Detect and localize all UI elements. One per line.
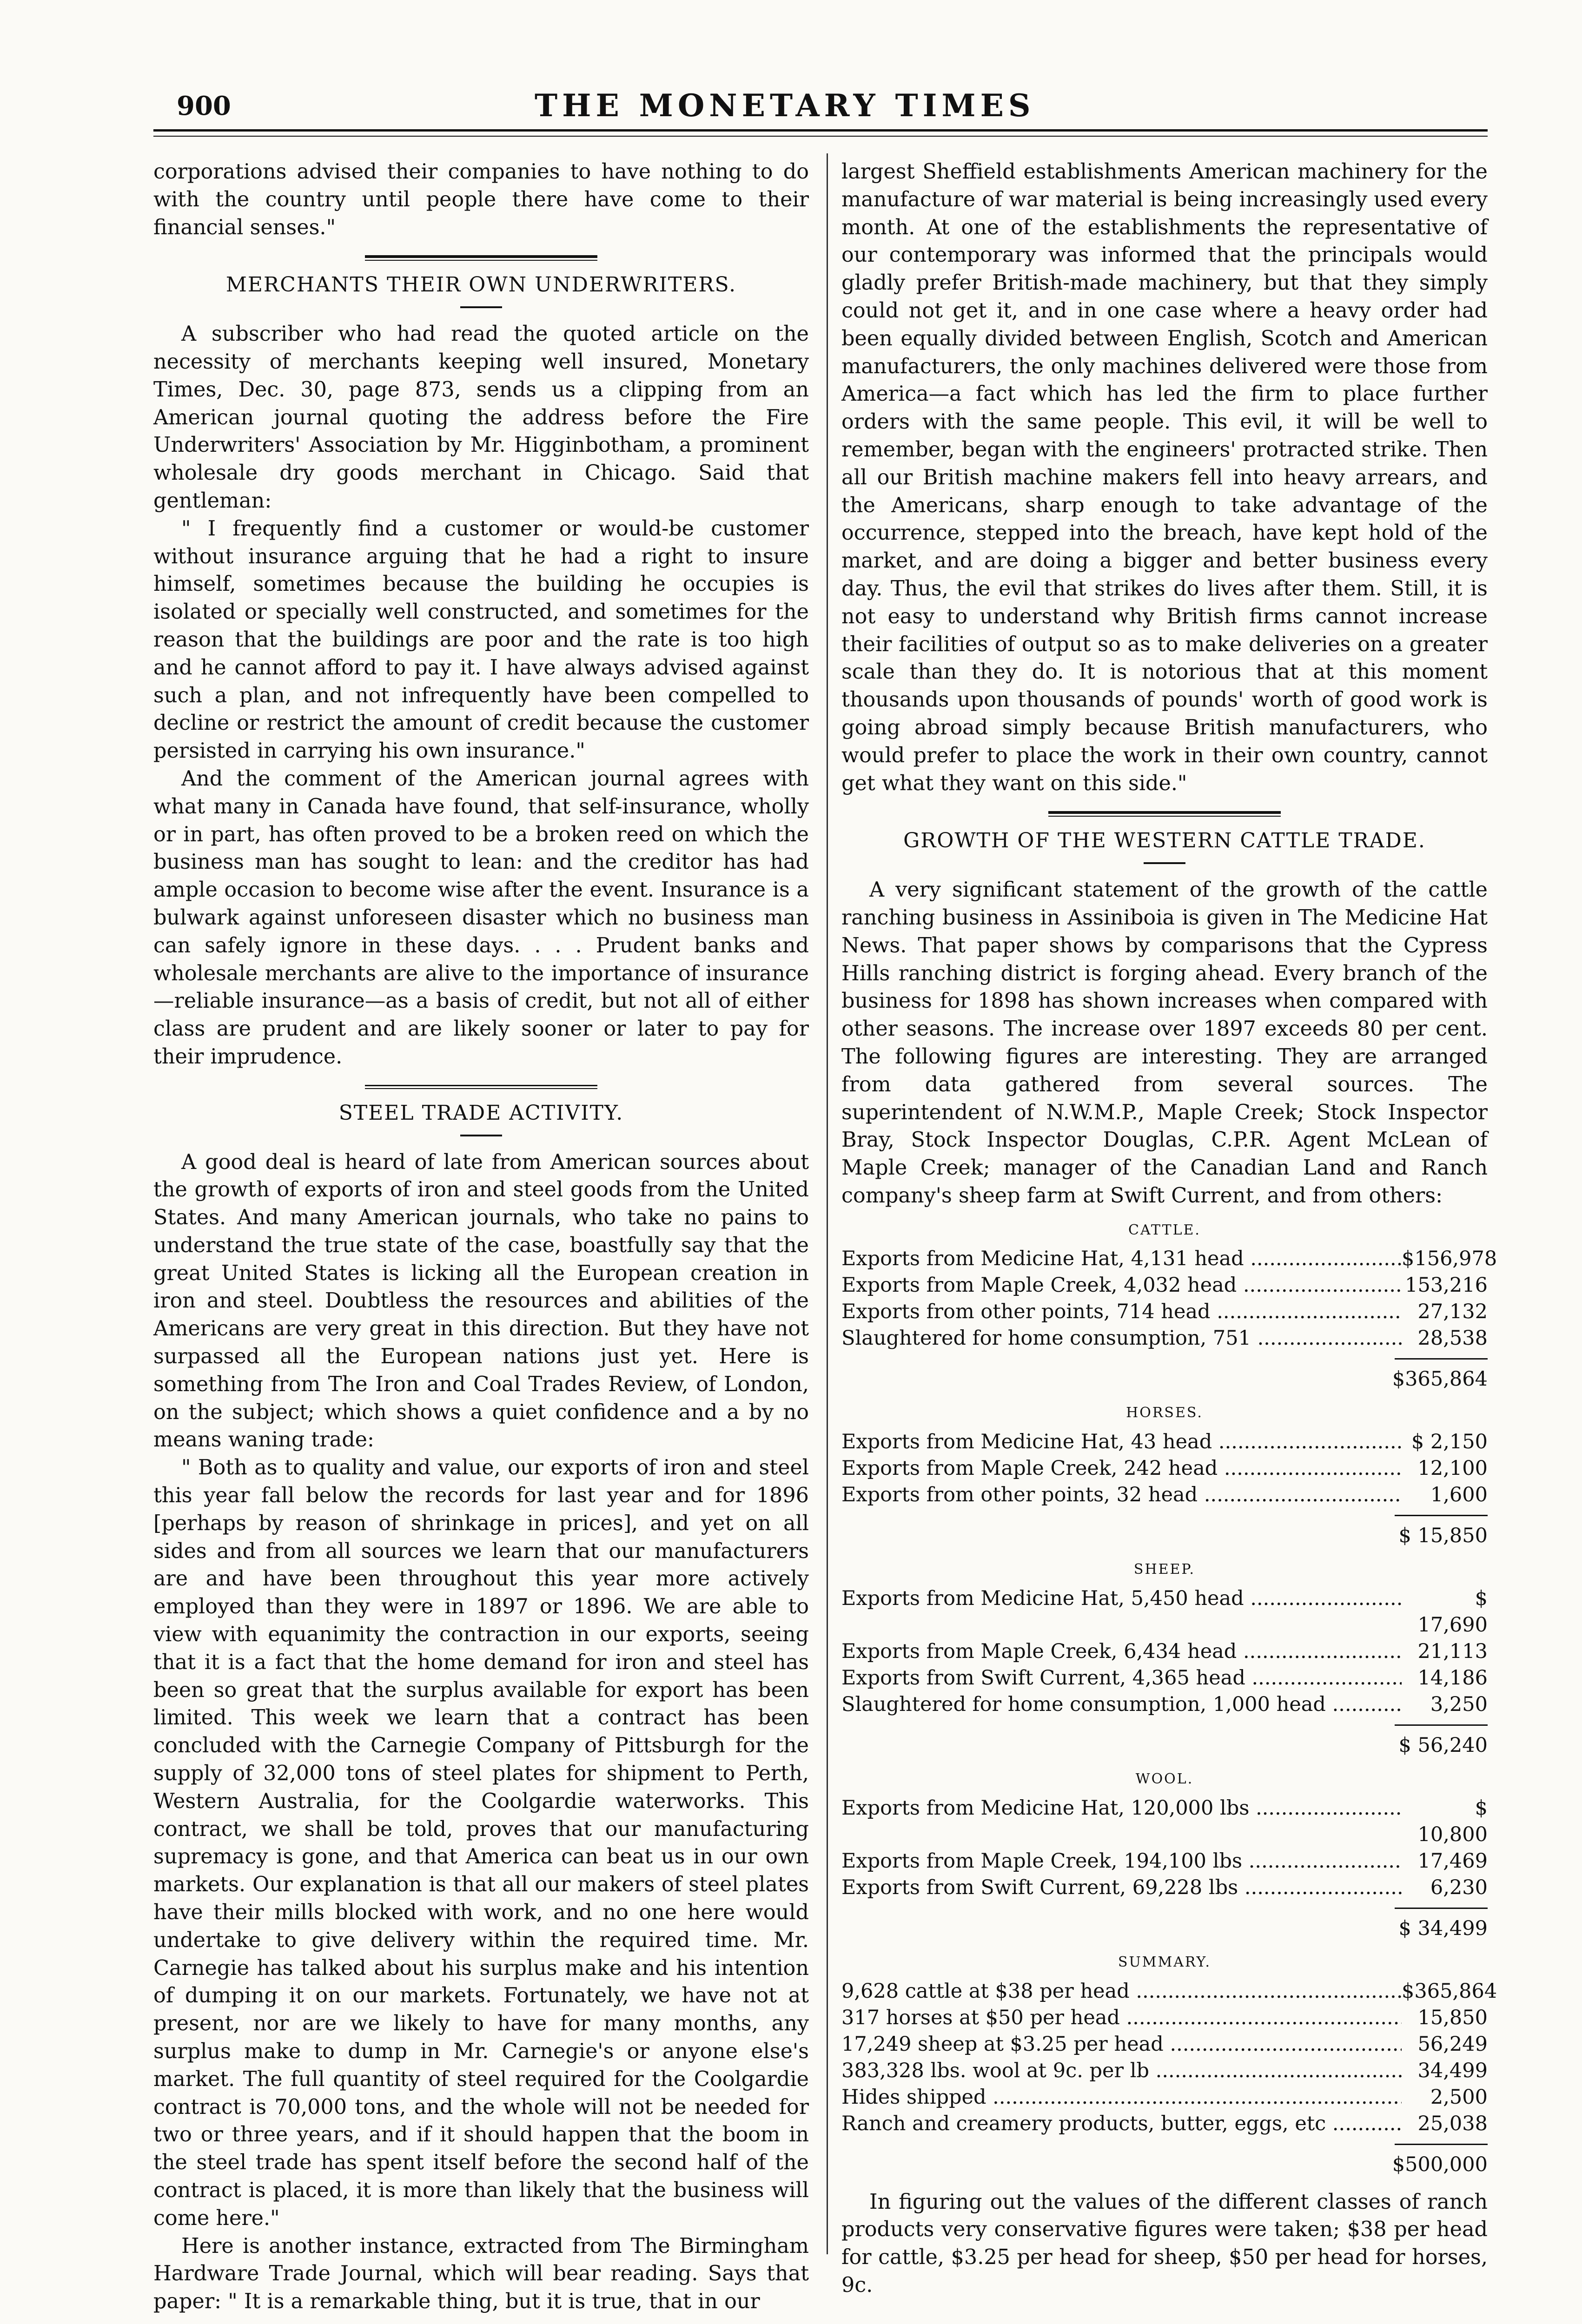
header-rule-thin: [153, 136, 1488, 137]
horses-total: $ 15,850: [1398, 1524, 1488, 1548]
steel-paragraph-1: A good deal is heard of late from American sources about the growth of exports of iron and steel goods from the United States. And many American journals, who take no pains to understand the true state of the case, boastfully say that the great United States is licking all the European creation in iron and steel. Doubtless the resources and abilities of the Americans are very great in this direction. But they have not surpassed all the European nations just yet. Here is something from The Iron and Coal Trades Review, of London, on the subject; which shows a quiet confidence and a by no means waning trade:: [153, 1150, 809, 1452]
cattle-total: $365,864: [1392, 1367, 1488, 1391]
left-column: [153, 158, 809, 2316]
table-row: 17,249 sheep at $3.25 per head ..... 56,249: [841, 2031, 1488, 2058]
summary-table-label: SUMMARY.: [1118, 1954, 1211, 1970]
cattle-paragraph-2: In figuring out the values of the different classes of ranch products very conservative figures were taken; $38 per head for cattle, $3.25 per head for sheep, $50 per head for horses, 9c.: [841, 2190, 1488, 2298]
table-row: Exports from Medicine Hat, 43 head ..... $ 2,150: [841, 1429, 1488, 1455]
sheep-table-label: SHEEP.: [1133, 1561, 1196, 1578]
section-ornament: [365, 255, 597, 261]
section-ornament: [1048, 811, 1281, 817]
merchants-paragraph-3: And the comment of the American journal agrees with what many in Canada have found, that self-insurance, wholly or in part, has often proved to be a broken reed on which the business man has sought to lean: and the creditor has had ample occasion to become wise after the event. Insurance is a bulwark against unforeseen disaster which no business man can safely ignore in these days. . . . Prudent banks and wholesale merchants are alive to the importance of insurance—reliable insurance—as a basis of credit, but not all of either class are prudent and are likely sooner or later to pay for their imprudence.: [153, 766, 809, 1069]
table-row: 383,328 lbs. wool at 9c. per lb ..... 34,499: [841, 2058, 1488, 2084]
intro-paragraph: corporations advised their companies to have nothing to do with the country until people there have come to their financial senses.": [153, 160, 809, 239]
table-row: Ranch and creamery products, butter, eggs, etc ..... 25,038: [841, 2111, 1488, 2137]
cattle-heading: GROWTH OF THE WESTERN CATTLE TRADE.: [903, 829, 1426, 853]
table-row: Slaughtered for home consumption, 751 ..... 28,538: [841, 1325, 1488, 1352]
heading-dash: [1144, 862, 1185, 864]
table-row: 9,628 cattle at $38 per head ..... $365,864: [841, 1978, 1488, 2005]
cattle-table-label: CATTLE.: [1128, 1221, 1201, 1238]
summary-total: $500,000: [1392, 2152, 1488, 2176]
table-row: Exports from Medicine Hat, 5,450 head ..... $ 17,690: [841, 1585, 1488, 1638]
table-row: Exports from Maple Creek, 194,100 lbs ..... 17,469: [841, 1848, 1488, 1875]
heading-dash: [460, 306, 502, 308]
table-row: Exports from Medicine Hat, 4,131 head ..... $156,978: [841, 1246, 1488, 1272]
table-row: Hides shipped ..... 2,500: [841, 2084, 1488, 2111]
table-row: Slaughtered for home consumption, 1,000 head ..... 3,250: [841, 1691, 1488, 1718]
merchants-heading: MERCHANTS THEIR OWN UNDERWRITERS.: [225, 273, 737, 297]
total-rule: [1395, 1724, 1488, 1726]
section-ornament: [365, 1085, 597, 1089]
right-column: [841, 158, 1497, 2299]
header-rule: [153, 129, 1488, 132]
table-row: Exports from other points, 714 head ..... 27,132: [841, 1299, 1488, 1325]
table-row: 317 horses at $50 per head ..... 15,850: [841, 2005, 1488, 2031]
cattle-paragraph-1: A very significant statement of the growth of the cattle ranching business in Assiniboia is given in The Medicine Hat News. That paper shows by comparisons that the Cypress Hills ranching district is forging ahead. Every branch of the business for 1898 has shown increases when compared with other seasons. The increase over 1897 exceeds 80 per cent. The following figures are interesting. They are arranged from data gathered from several sources. The superintendent of N.W.M.P., Maple Creek; Stock Inspector Bray, Stock Inspector Douglas, C.P.R. Agent McLean of Maple Creek; manager of the Canadian Land and Ranch company's sheep farm at Swift Current, and from others:: [841, 878, 1488, 1208]
heading-dash: [460, 1135, 502, 1136]
horses-table-label: HORSES.: [1126, 1405, 1203, 1421]
table-row: Exports from Maple Creek, 6,434 head ..... 21,113: [841, 1638, 1488, 1665]
table-row: Exports from Maple Creek, 242 head ..... 12,100: [841, 1455, 1488, 1482]
sheep-total: $ 56,240: [1398, 1734, 1488, 1757]
table-row: Exports from Medicine Hat, 120,000 lbs ..... $ 10,800: [841, 1795, 1488, 1848]
journal-title: THE MONETARY TIMES: [535, 87, 1035, 124]
continued-paragraph: largest Sheffield establishments American machinery for the manufacture of war material is being increasingly used every month. At one of the establishments the representative of our contemporary was informed that the principals would gladly prefer British-made machinery, but that they simply could not get it, and in one case where a heavy order had been equally divided between English, Scotch and American manufacturers, the only machines delivered were those from America—a fact which has led the firm to place further orders with the same people. This evil, it will be well to remember, began with the engineers' protracted strike. Then all our British machine makers fell into heavy arrears, and the Americans, sharp enough to take advantage of the occurrence, stepped into the breach, have kept hold of the market, and are doing a bigger and better business every day. Thus, the evil that strikes do lives after them. Still, it is not easy to understand why British firms cannot increase their facilities of output so as to make deliveries on a greater scale than they do. It is notorious that at this moment thousands upon thousands of pounds' worth of good work is going abroad simply because British manufacturers, who would prefer to place the work in their own country, cannot get what they want on this side.": [841, 160, 1488, 795]
page-number: 900: [177, 91, 231, 121]
steel-paragraph-2: " Both as to quality and value, our exports of iron and steel this year fall below the records for last year and for 1896 [perhaps by reason of shrinkage in prices], and yet on all sides and from all sources we learn that our manufacturers are and have been throughout this year more actively employed than they were in 1897 or 1896. We are able to view with equanimity the contraction in our exports, seeing that it is a fact that the home demand for iron and steel has been so great that the surplus available for export has been limited. This week we learn that a contract has been concluded with the Carnegie Company of Pittsburgh for the supply of 32,000 tons of steel plates for shipment to Perth, Western Australia, for the Coolgardie waterworks. This contract, we shall be told, proves that our manufacturing supremacy is gone, and that America can beat us in our own markets. Our explanation is that all our makers of steel plates have their mills blocked with work, and no one here would undertake to give delivery within the required time. Mr. Carnegie has talked about his surplus make and his intention of dumping it on our markets. Fortunately, we have not at present, nor are we likely to have for many months, any surplus make to dump in Mr. Carnegie's or anyone else's market. The full quantity of steel required for the Coolgardie contract is 70,000 tons, and the whole will not be needed for two or three years, and if it should happen that the boom in the steel trade has spent itself before the second half of the contract is placed, it is more than likely that the business will come here.": [153, 1456, 809, 2230]
wool-table-label: WOOL.: [1135, 1771, 1194, 1788]
total-rule: [1395, 1358, 1488, 1360]
table-row: Exports from Swift Current, 69,228 lbs ..... 6,230: [841, 1875, 1488, 1901]
total-rule: [1395, 1515, 1488, 1516]
steel-heading: STEEL TRADE ACTIVITY.: [338, 1101, 624, 1125]
wool-total: $ 34,499: [1398, 1916, 1488, 1940]
total-rule: [1395, 2144, 1488, 2145]
column-divider: [827, 153, 828, 2254]
merchants-paragraph-1: A subscriber who had read the quoted article on the necessity of merchants keeping well insured, Monetary Times, Dec. 30, page 873, sends us a clipping from an American journal quoting the address before the Fire Underwriters' Association by Mr. Higginbotham, a prominent wholesale dry goods merchant in Chicago. Said that gentleman:: [153, 322, 809, 513]
total-rule: [1395, 1908, 1488, 1909]
table-row: Exports from Maple Creek, 4,032 head ..... 153,216: [841, 1272, 1488, 1299]
table-row: Exports from other points, 32 head ..... 1,600: [841, 1482, 1488, 1508]
steel-paragraph-3: Here is another instance, extracted from The Birmingham Hardware Trade Journal, which will bear reading. Says that paper: " It is a remarkable thing, but it is true, that in our: [153, 2234, 809, 2314]
merchants-paragraph-2: " I frequently find a customer or would-be customer without insurance arguing that he had a right to insure himself, sometimes because the building he occupies is isolated or specially well constructed, and sometimes for the reason that the buildings are poor and the rate is too high and he cannot afford to pay it. I have always advised against such a plan, and not infrequently have been compelled to decline or restrict the amount of credit because the customer persisted in carrying his own insurance.": [153, 516, 809, 763]
table-row: Exports from Swift Current, 4,365 head ..... 14,186: [841, 1665, 1488, 1691]
